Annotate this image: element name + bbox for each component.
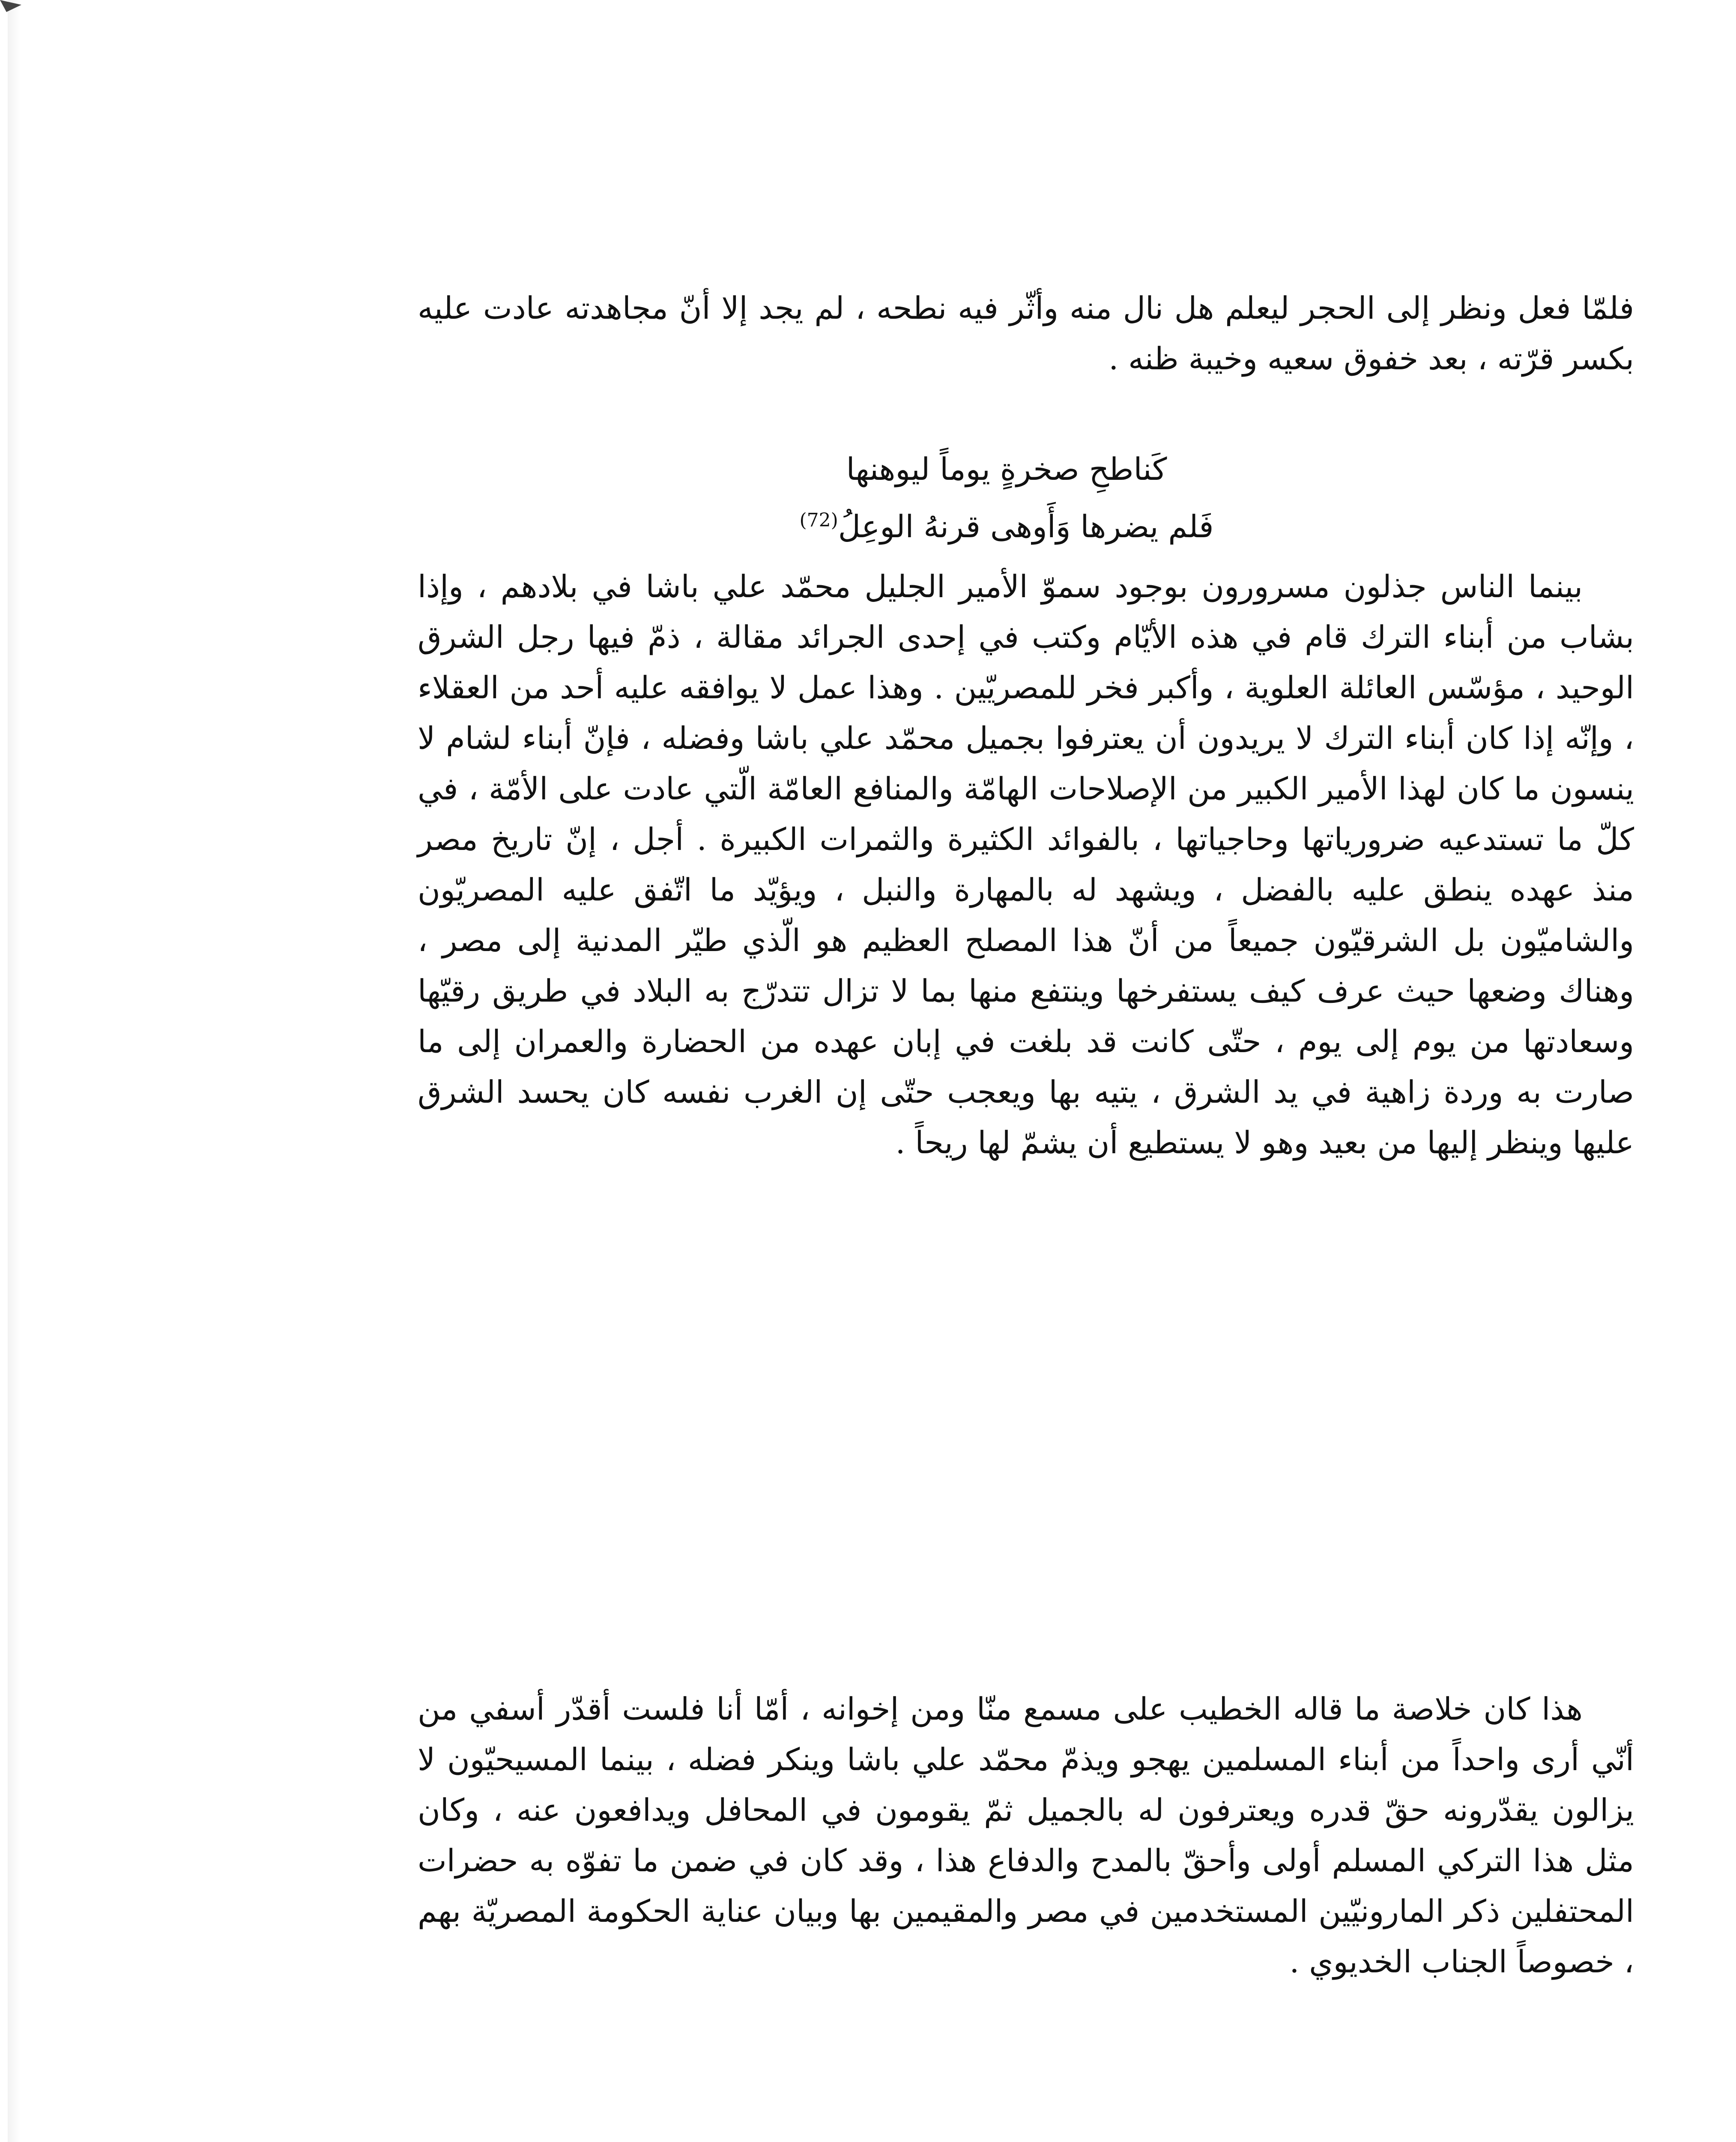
- closing-paragraph: [418, 1684, 1634, 1987]
- intro-text: فلمّا فعل ونظر إلى الحجر ليعلم هل نال منه وأثّر فيه نطحه ، لم يجد إلا أنّ مجاهدته عادت عليه بكسر قرّته ، بعد خفوق سعيه وخيبة ظنه .: [418, 290, 1634, 377]
- scan-edge: [8, 0, 21, 2142]
- footnote-reference: (72): [799, 509, 838, 531]
- verse-line-1-text: كَناطحِ صخرةٍ يوماً ليوهنها: [846, 451, 1167, 487]
- verse-line-1: [514, 446, 1499, 493]
- main-paragraph: [418, 561, 1634, 1168]
- intro-paragraph: [418, 283, 1634, 384]
- closing-paragraph-text: هذا كان خلاصة ما قاله الخطيب على مسمع منّا ومن إخوانه ، أمّا أنا فلست أقدّر أسفي من أنّي أرى واحداً من أبناء المسلمين يهجو ويذمّ محمّد علي باشا وينكر فضله ، بينما المسيحيّون لا يزالون يقدّرونه حقّ قدره ويعترفون له بالجميل ثمّ يقومون في المحافل ويدافعون عنه ، وكان مثل هذا التركي المسلم أولى وأحقّ بالمدح والدفاع هذا ، وقد كان في ضمن ما تفوّه به حضرات المحتفلين ذكر المارونيّين المستخدمين في مصر والمقيمين بها وبيان عناية الحكومة المصريّة بهم ، خصوصاً الجناب الخديوي .: [418, 1691, 1634, 1980]
- verse-line-2: [514, 497, 1499, 550]
- verse-line-2-text: فَلم يضرها وَأَوهى قرنهُ الوعِلُ: [838, 509, 1214, 544]
- main-paragraph-text: بينما الناس جذلون مسرورون بوجود سموّ الأمير الجليل محمّد علي باشا في بلادهم ، وإذا بشاب من أبناء الترك قام في هذه الأيّام وكتب في إحدى الجرائد مقالة ، ذمّ فيها رجل الشرق الوحيد ، مؤسّس العائلة العلوية ، وأكبر فخر للمصريّين . وهذا عمل لا يوافقه عليه أحد من العقلاء ، وإنّه إذا كان أبناء الترك لا يريدون أن يعترفوا بجميل محمّد علي باشا وفضله ، فإنّ أبناء لشام لا ينسون ما كان لهذا الأمير الكبير من الإصلاحات الهامّة والمنافع العامّة الّتي عادت على الأمّة ، في كلّ ما تستدعيه ضرورياتها وحاجياتها ، بالفوائد الكثيرة والثمرات الكبيرة . أجل ، إنّ تاريخ مصر منذ عهده ينطق عليه بالفضل ، ويشهد له بالمهارة والنبل ، ويؤيّد ما اتّفق عليه المصريّون والشاميّون بل الشرقيّون جميعاً من أنّ هذا المصلح العظيم هو الّذي طيّر المدنية إلى مصر ، وهناك وضعها حيث عرف كيف يستفرخها وينتفع منها بما لا تزال تتدرّج به البلاد في طريق رقيّها وسعادتها من يوم إلى يوم ، حتّى كانت قد بلغت في إبان عهده من الحضارة والعمران إلى ما صارت به وردة زاهية في يد الشرق ، يتيه بها ويعجب حتّى إن الغرب نفسه كان يحسد الشرق عليها وينظر إليها من بعيد وهو لا يستطيع أن يشمّ لها ريحاً .: [418, 568, 1634, 1161]
